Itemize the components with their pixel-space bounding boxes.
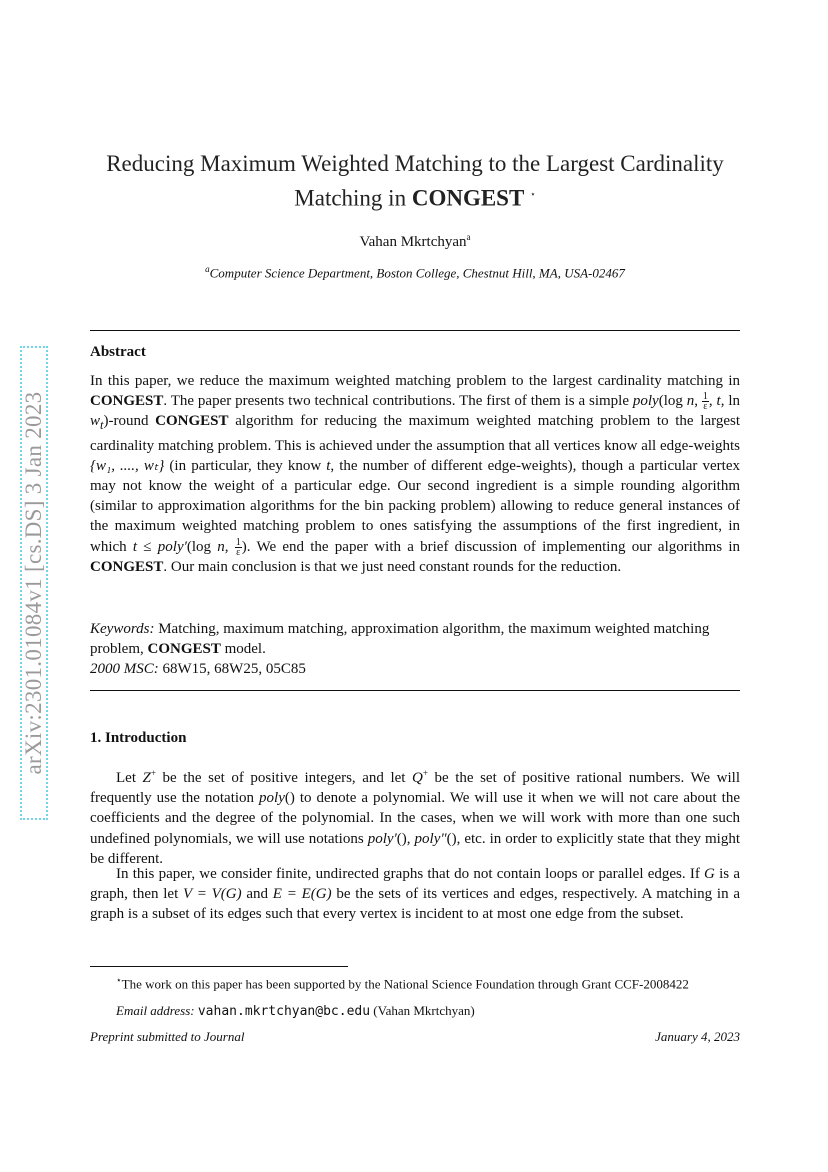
- title-star: ⋆: [530, 189, 536, 199]
- math-sup: +: [422, 768, 428, 778]
- abstract-text: )-round: [103, 413, 156, 430]
- congest-bold: CONGEST: [90, 558, 164, 575]
- fraction-num: 1: [702, 391, 708, 403]
- math-t-bound: t ≤ poly′: [132, 538, 187, 555]
- congest-bold: CONGEST: [147, 641, 221, 657]
- text: (), etc. in order to explicitly state that they might be different.: [90, 830, 740, 867]
- keywords-label: Keywords:: [90, 621, 155, 637]
- keywords: [90, 619, 740, 679]
- arxiv-stamp: [20, 346, 48, 820]
- congest-bold: CONGEST: [155, 413, 229, 430]
- preprint-note: Preprint submitted to Journal: [90, 1029, 245, 1044]
- footnote-star: ⋆: [116, 975, 122, 985]
- math-text: ,: [224, 538, 235, 555]
- math-e: E = E(G): [272, 886, 332, 903]
- title-line-2: [90, 179, 740, 214]
- abstract-body: [90, 371, 740, 577]
- fraction-num: 1: [235, 536, 241, 548]
- fraction: [702, 392, 709, 411]
- msc-line: [90, 659, 740, 679]
- math-n: n: [217, 538, 225, 555]
- author-sup: a: [466, 232, 471, 242]
- author-name: Vahan Mkrtchyan: [359, 234, 467, 250]
- math-sub-t: t: [100, 418, 104, 433]
- keywords-line: [90, 619, 740, 659]
- abstract-text: In this paper, we reduce the maximum weighted matching problem to the largest cardinality matching in: [90, 373, 740, 389]
- title-line-1: Reducing Maximum Weighted Matching to the Largest Cardinality: [106, 151, 724, 176]
- text: () to denote a polynomial. We will use it when we will not care about the coefficients and the degree of the polynomial. In the cases, when we will work with more than one such undefined polynomials, we will use notations: [90, 790, 740, 847]
- math-t: t: [326, 457, 331, 474]
- text: be the set of positive rational numbers. We will frequently use the notation: [90, 770, 740, 807]
- msc-label: 2000 MSC:: [90, 661, 159, 677]
- math-z: Z: [142, 770, 151, 786]
- email-line: [116, 1003, 475, 1019]
- abstract-text: ). We end the paper with a brief discussion of implementing our algorithms in: [241, 538, 740, 555]
- title-line-2-text: Matching in: [294, 185, 412, 211]
- math-t: t: [716, 393, 721, 410]
- math-text: (log: [186, 538, 218, 555]
- title-congest: CONGEST: [411, 185, 525, 211]
- abstract-text: (in particular, they know: [164, 457, 327, 474]
- abstract-text: . The paper presents two technical contributions. The first of them is a simple: [163, 393, 633, 410]
- abstract-heading: Abstract: [90, 344, 146, 360]
- keywords-end: model.: [220, 641, 266, 657]
- affil-sup: a: [205, 264, 210, 274]
- footnote-text: The work on this paper has been supported by the National Science Foundation through Grant CCF-2008422: [121, 976, 689, 992]
- abstract-text: , the number of different edge-weights), though a particular vertex may not know the weight of a particular edge. Our second ingredient is a simple rounding algorithm (similar to approximation algorithms for the bin packing problem) allowing to reduce general instances of the maximum weighted matching problem to ones satisfying the assumptions of the first ingredient, in which: [90, 457, 740, 555]
- math-text: ,: [694, 393, 702, 410]
- text: and: [241, 886, 273, 903]
- footnote: [90, 971, 740, 993]
- email-name: (Vahan Mkrtchyan): [370, 1003, 475, 1018]
- math-g: G: [704, 866, 715, 882]
- author: [90, 232, 740, 251]
- keywords-text: Matching, maximum matching, approximation algorithm, the maximum weighted matching problem,: [90, 621, 710, 657]
- math-weights-set: {w₁, ...., wₜ}: [90, 457, 165, 474]
- arxiv-identifier: arXiv:2301.01084v1 [cs.DS] 3 Jan 2023: [21, 391, 46, 775]
- math-w: w: [90, 413, 101, 430]
- email-address[interactable]: vahan.mkrtchyan@bc.edu: [197, 1004, 371, 1019]
- math-text: ,: [708, 393, 717, 410]
- email-label: Email address:: [116, 1003, 195, 1018]
- math-text: , ln: [720, 393, 741, 410]
- affiliation-text: Computer Science Department, Boston College, Chestnut Hill, MA, USA-02467: [209, 265, 625, 281]
- math-text: (log: [658, 393, 687, 410]
- top-rule: [90, 330, 740, 331]
- msc-codes: 68W15, 68W25, 05C85: [158, 661, 306, 677]
- bottom-rule: [90, 690, 740, 691]
- abstract-text: algorithm for reducing the maximum weighted matching problem to the largest cardinality matching problem. This is achieved under the assumption that all vertices know all edge-weights: [90, 413, 740, 454]
- math-n: n: [686, 393, 695, 410]
- math-poly: poly: [632, 393, 659, 410]
- text: is a graph, then let: [90, 866, 740, 903]
- affiliation: [90, 264, 740, 281]
- math-poly-double-prime: poly″: [414, 830, 447, 847]
- text: In this paper, we consider finite, undirected graphs that do not contain loops or parallel edges. If: [116, 866, 705, 882]
- math-v: V = V(G): [183, 886, 242, 903]
- intro-paragraph-1: [90, 763, 740, 869]
- fraction: [235, 538, 242, 557]
- intro-paragraph-2: [90, 864, 740, 925]
- text: be the sets of its vertices and edges, respectively. A matching in a graph is a subset of its edges such that every vertex is incident to at most one edge from the subset.: [90, 886, 740, 923]
- preprint-date: January 4, 2023: [655, 1029, 740, 1044]
- math-poly: poly: [259, 790, 285, 807]
- text: Let: [116, 770, 143, 786]
- paper-title: [90, 148, 740, 214]
- text: be the set of positive integers, and let: [155, 770, 413, 786]
- abstract-text: . Our main conclusion is that we just need constant rounds for the reduction.: [163, 558, 622, 575]
- math-poly-prime: poly′: [367, 830, 397, 847]
- footnote-rule: [90, 966, 348, 967]
- fraction-den: ε: [703, 401, 708, 413]
- math-q: Q: [412, 770, 423, 786]
- fraction-den: ε: [236, 546, 241, 558]
- congest-bold: CONGEST: [90, 393, 164, 410]
- math-sup: +: [150, 768, 156, 778]
- text: (),: [396, 830, 415, 847]
- section-heading: 1. Introduction: [90, 730, 187, 746]
